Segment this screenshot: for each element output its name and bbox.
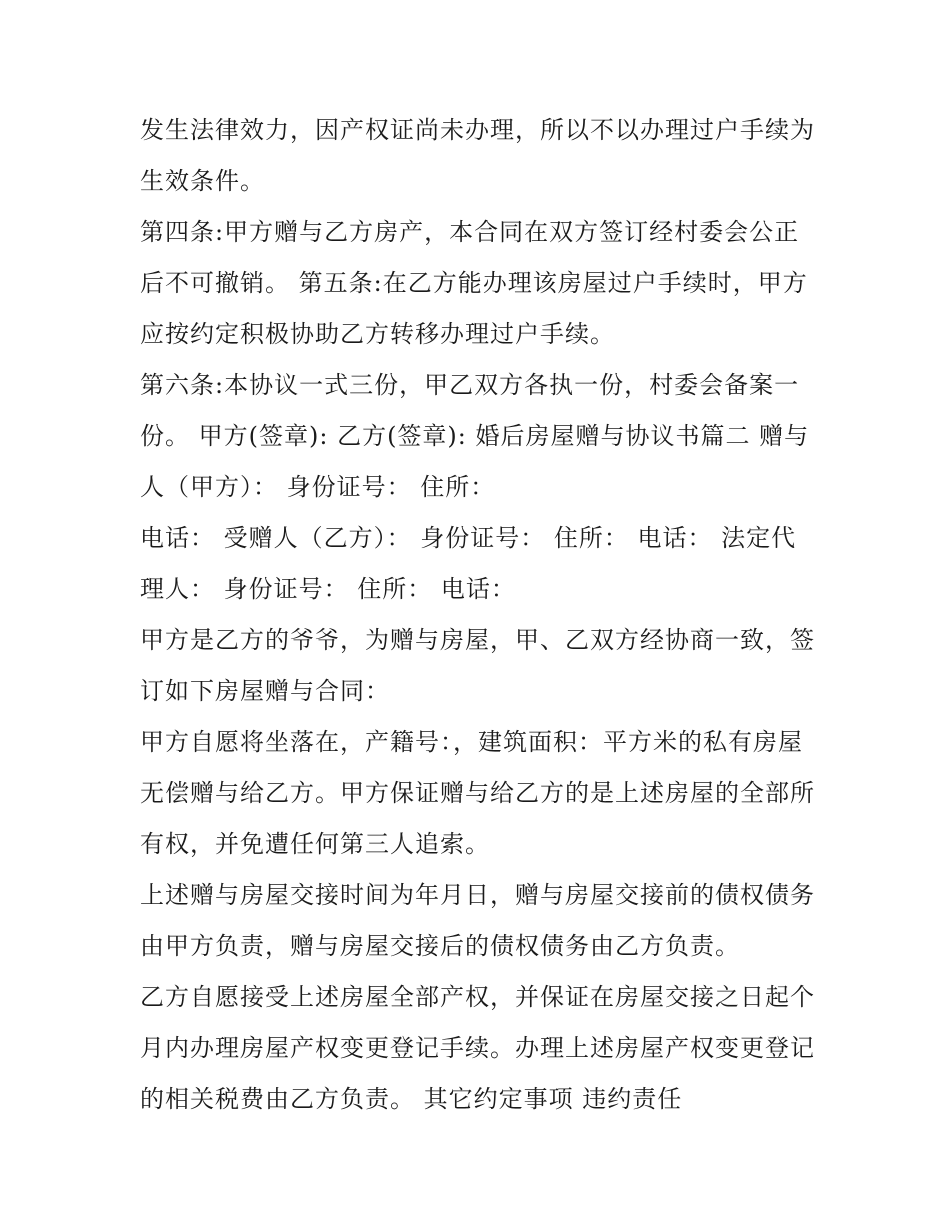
text-line: 乙方自愿接受上述房屋全部产权，并保证在房屋交接之日起个 [140, 983, 815, 1011]
text-line: 第六条:本协议一式三份，甲乙双方各执一份，村委会备案一 [140, 371, 800, 399]
text-line: 人（甲方）： 身份证号： 住所： [140, 473, 496, 501]
text-line: 后不可撤销。 第五条:在乙方能办理该房屋过户手续时，甲方 [140, 269, 808, 297]
text-line: 的相关税费由乙方负责。 其它约定事项 违约责任 [140, 1085, 683, 1113]
text-line: 由甲方负责，赠与房屋交接后的债权债务由乙方负责。 [140, 932, 740, 960]
text-line: 应按约定积极协助乙方转移办理过户手续。 [140, 320, 615, 348]
text-line: 月内办理房屋产权变更登记手续。办理上述房屋产权变更登记 [140, 1034, 815, 1062]
text-line: 有权，并免遭任何第三人追索。 [140, 830, 490, 858]
text-line: 发生法律效力，因产权证尚未办理，所以不以办理过户手续为 [140, 116, 815, 144]
text-line: 甲方是乙方的爷爷，为赠与房屋，甲、乙双方经协商一致，签 [140, 626, 815, 654]
text-line: 第四条:甲方赠与乙方房产，本合同在双方签订经村委会公正 [140, 218, 800, 246]
text-line: 理人： 身份证号： 住所： 电话： [140, 575, 516, 603]
text-line: 生效条件。 [140, 167, 265, 195]
text-line: 无偿赠与给乙方。甲方保证赠与给乙方的是上述房屋的全部所 [140, 779, 815, 807]
text-line: 订如下房屋赠与合同： [140, 677, 390, 705]
text-line: 上述赠与房屋交接时间为年月日，赠与房屋交接前的债权债务 [140, 881, 815, 909]
document-body [140, 105, 820, 1125]
text-line: 甲方自愿将坐落在，产籍号：，建筑面积：平方米的私有房屋 [140, 728, 803, 756]
text-line: 电话： 受赠人（乙方）： 身份证号： 住所： 电话： 法定代 [140, 524, 797, 552]
text-line: 份。 甲方(签章): 乙方(签章): 婚后房屋赠与协议书篇二 赠与 [140, 422, 810, 450]
